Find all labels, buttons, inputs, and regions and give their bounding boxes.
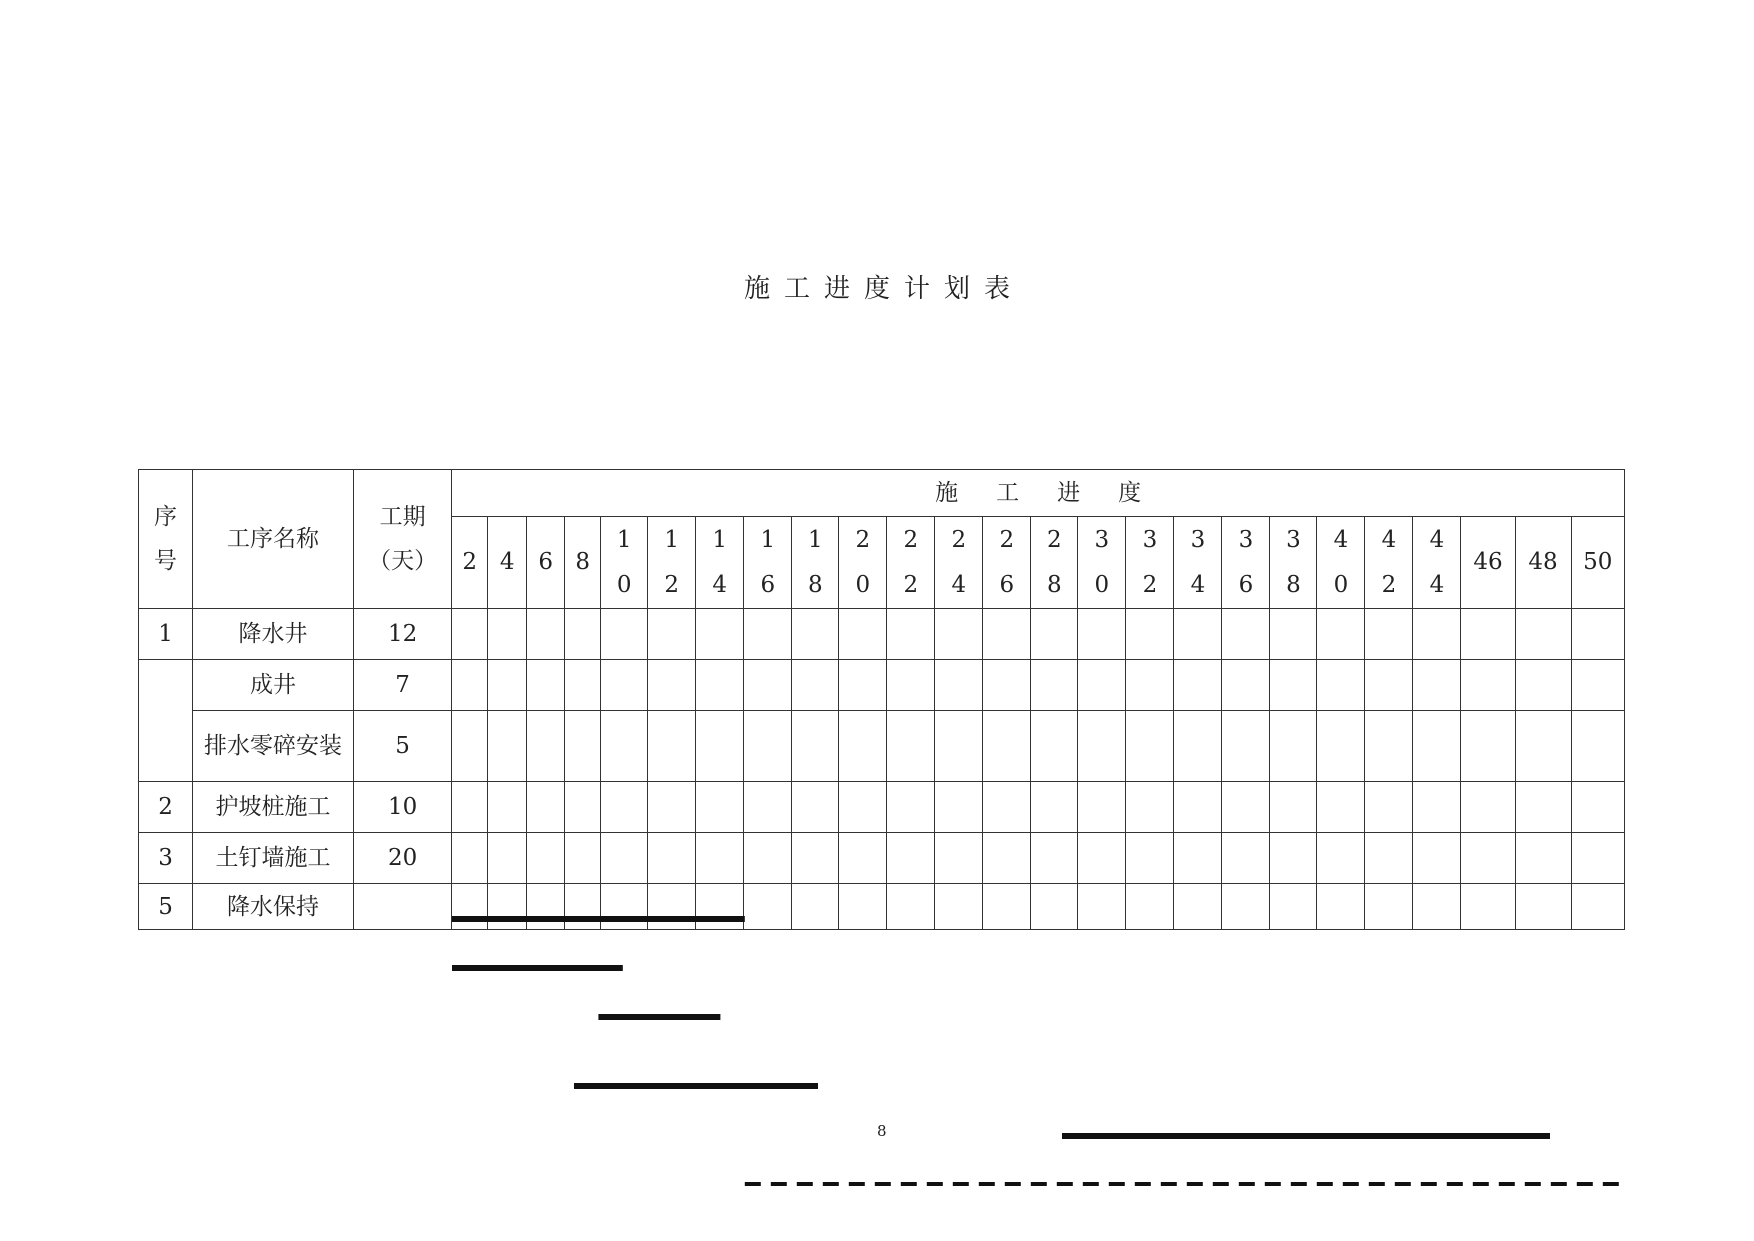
schedule-cell — [1413, 782, 1461, 833]
table-row — [139, 833, 1625, 884]
day-column-header: 4 2 — [1365, 517, 1413, 609]
schedule-cell — [1174, 884, 1222, 930]
schedule-cell — [983, 660, 1031, 711]
schedule-cell — [935, 609, 983, 660]
schedule-cell — [452, 833, 488, 884]
schedule-cell — [1031, 660, 1078, 711]
schedule-cell — [565, 660, 601, 711]
schedule-cell — [1270, 782, 1317, 833]
schedule-cell — [1317, 609, 1365, 660]
schedule-cell — [1413, 711, 1461, 782]
schedule-cell — [601, 711, 648, 782]
schedule-cell — [887, 833, 935, 884]
schedule-cell — [648, 833, 696, 884]
schedule-cell — [1461, 609, 1515, 660]
schedule-cell — [792, 833, 839, 884]
schedule-cell — [488, 884, 527, 930]
schedule-cell — [1174, 711, 1222, 782]
schedule-cell — [1413, 884, 1461, 930]
day-column-header: 6 — [527, 517, 565, 609]
schedule-cell — [527, 660, 565, 711]
header-row-top — [139, 470, 1625, 517]
day-column-header: 3 2 — [1126, 517, 1174, 609]
schedule-cell — [887, 884, 935, 930]
schedule-cell — [1317, 711, 1365, 782]
schedule-table — [138, 469, 1625, 930]
schedule-cell — [648, 782, 696, 833]
schedule-cell — [1515, 884, 1571, 930]
row-task-name: 排水零碎安装 — [193, 711, 354, 782]
schedule-cell — [1126, 660, 1174, 711]
schedule-cell — [744, 660, 792, 711]
schedule-cell — [887, 782, 935, 833]
day-column-header: 4 4 — [1413, 517, 1461, 609]
row-duration: 10 — [354, 782, 452, 833]
row-task-name: 护坡桩施工 — [193, 782, 354, 833]
row-task-name: 降水保持 — [193, 884, 354, 930]
schedule-cell — [1126, 711, 1174, 782]
schedule-cell — [696, 609, 744, 660]
day-column-header: 46 — [1461, 517, 1515, 609]
schedule-cell — [1078, 884, 1126, 930]
schedule-cell — [1270, 660, 1317, 711]
schedule-cell — [839, 884, 887, 930]
row-duration: 12 — [354, 609, 452, 660]
schedule-cell — [1571, 711, 1624, 782]
schedule-cell — [1031, 833, 1078, 884]
schedule-cell — [1078, 609, 1126, 660]
table-row — [139, 609, 1625, 660]
day-column-header: 2 6 — [983, 517, 1031, 609]
day-column-header: 1 8 — [792, 517, 839, 609]
schedule-cell — [792, 609, 839, 660]
row-task-name: 土钉墙施工 — [193, 833, 354, 884]
schedule-cell — [887, 660, 935, 711]
schedule-cell — [1461, 833, 1515, 884]
schedule-cell — [887, 711, 935, 782]
schedule-cell — [1270, 711, 1317, 782]
schedule-cell — [935, 833, 983, 884]
row-seq: 3 — [139, 833, 193, 884]
schedule-cell — [1365, 609, 1413, 660]
schedule-cell — [601, 660, 648, 711]
schedule-cell — [1365, 660, 1413, 711]
schedule-cell — [1031, 609, 1078, 660]
schedule-cell — [648, 884, 696, 930]
header-progress: 施工进度 — [452, 470, 1625, 517]
schedule-cell — [792, 660, 839, 711]
day-column-header: 3 6 — [1222, 517, 1270, 609]
schedule-cell — [1317, 782, 1365, 833]
schedule-cell — [1126, 884, 1174, 930]
schedule-cell — [935, 782, 983, 833]
schedule-cell — [1317, 660, 1365, 711]
page-number: 8 — [877, 1122, 887, 1140]
day-column-header: 2 — [452, 517, 488, 609]
schedule-cell — [452, 884, 488, 930]
schedule-cell — [792, 782, 839, 833]
day-column-header: 4 — [488, 517, 527, 609]
schedule-cell — [1365, 782, 1413, 833]
schedule-cell — [648, 711, 696, 782]
schedule-cell — [1571, 609, 1624, 660]
schedule-cell — [1222, 782, 1270, 833]
schedule-cell — [1222, 884, 1270, 930]
day-column-header: 2 0 — [839, 517, 887, 609]
schedule-cell — [565, 609, 601, 660]
schedule-cell — [601, 833, 648, 884]
schedule-cell — [527, 609, 565, 660]
schedule-cell — [1317, 833, 1365, 884]
day-column-header: 2 8 — [1031, 517, 1078, 609]
schedule-cell — [601, 782, 648, 833]
schedule-cell — [1031, 884, 1078, 930]
schedule-cell — [1174, 660, 1222, 711]
schedule-cell — [839, 782, 887, 833]
schedule-cell — [1222, 833, 1270, 884]
day-column-header: 1 0 — [601, 517, 648, 609]
header-seq: 序 号 — [139, 470, 193, 609]
day-column-header: 1 6 — [744, 517, 792, 609]
row-duration — [354, 884, 452, 930]
schedule-cell — [935, 660, 983, 711]
schedule-cell — [696, 660, 744, 711]
schedule-cell — [1317, 884, 1365, 930]
header-duration: 工期 （天） — [354, 470, 452, 609]
schedule-cell — [488, 660, 527, 711]
schedule-cell — [527, 782, 565, 833]
schedule-cell — [1461, 782, 1515, 833]
schedule-cell — [452, 660, 488, 711]
schedule-cell — [1571, 660, 1624, 711]
schedule-cell — [744, 609, 792, 660]
table-row — [139, 660, 1625, 711]
schedule-cell — [983, 711, 1031, 782]
schedule-cell — [1174, 782, 1222, 833]
schedule-cell — [792, 711, 839, 782]
schedule-cell — [935, 711, 983, 782]
schedule-cell — [1413, 660, 1461, 711]
schedule-cell — [1571, 782, 1624, 833]
day-column-header: 1 2 — [648, 517, 696, 609]
schedule-cell — [1571, 833, 1624, 884]
schedule-cell — [1222, 711, 1270, 782]
day-column-header: 2 4 — [935, 517, 983, 609]
schedule-cell — [1078, 711, 1126, 782]
schedule-cell — [527, 884, 565, 930]
schedule-cell — [527, 833, 565, 884]
schedule-cell — [601, 609, 648, 660]
document-title: 施工进度计划表 — [743, 274, 1024, 304]
schedule-cell — [1461, 884, 1515, 930]
schedule-cell — [1365, 884, 1413, 930]
schedule-cell — [648, 609, 696, 660]
schedule-cell — [696, 884, 744, 930]
day-column-header: 3 0 — [1078, 517, 1126, 609]
schedule-cell — [1078, 833, 1126, 884]
schedule-cell — [565, 711, 601, 782]
schedule-cell — [1174, 609, 1222, 660]
schedule-cell — [1270, 609, 1317, 660]
row-task-name: 成井 — [193, 660, 354, 711]
day-column-header: 8 — [565, 517, 601, 609]
schedule-cell — [648, 660, 696, 711]
schedule-cell — [565, 884, 601, 930]
schedule-cell — [452, 782, 488, 833]
day-column-header: 2 2 — [887, 517, 935, 609]
schedule-cell — [1515, 782, 1571, 833]
table-row — [139, 711, 1625, 782]
schedule-cell — [1078, 660, 1126, 711]
table-row — [139, 884, 1625, 930]
schedule-cell — [839, 609, 887, 660]
schedule-cell — [488, 711, 527, 782]
schedule-cell — [1515, 711, 1571, 782]
schedule-cell — [1413, 833, 1461, 884]
schedule-cell — [1222, 660, 1270, 711]
schedule-cell — [1126, 833, 1174, 884]
schedule-cell — [935, 884, 983, 930]
schedule-cell — [792, 884, 839, 930]
schedule-cell — [1270, 884, 1317, 930]
schedule-cell — [696, 711, 744, 782]
schedule-cell — [744, 782, 792, 833]
schedule-cell — [696, 833, 744, 884]
schedule-cell — [601, 884, 648, 930]
row-task-name: 降水井 — [193, 609, 354, 660]
task-rows — [139, 609, 1625, 930]
schedule-cell — [527, 711, 565, 782]
schedule-cell — [1365, 711, 1413, 782]
schedule-cell — [983, 782, 1031, 833]
schedule-cell — [1461, 660, 1515, 711]
schedule-cell — [1031, 782, 1078, 833]
schedule-cell — [452, 609, 488, 660]
schedule-cell — [452, 711, 488, 782]
day-column-header: 50 — [1571, 517, 1624, 609]
schedule-cell — [1174, 833, 1222, 884]
row-seq — [139, 660, 193, 782]
schedule-cell — [744, 833, 792, 884]
day-column-header: 48 — [1515, 517, 1571, 609]
row-seq: 2 — [139, 782, 193, 833]
schedule-cell — [1515, 609, 1571, 660]
day-column-header: 3 4 — [1174, 517, 1222, 609]
row-duration: 20 — [354, 833, 452, 884]
schedule-cell — [488, 609, 527, 660]
schedule-cell — [744, 884, 792, 930]
schedule-cell — [983, 833, 1031, 884]
schedule-cell — [1413, 609, 1461, 660]
schedule-cell — [1222, 609, 1270, 660]
schedule-cell — [488, 782, 527, 833]
schedule-cell — [1365, 833, 1413, 884]
row-seq: 5 — [139, 884, 193, 930]
day-column-header: 4 0 — [1317, 517, 1365, 609]
schedule-cell — [565, 782, 601, 833]
schedule-cell — [1031, 711, 1078, 782]
schedule-cell — [887, 609, 935, 660]
schedule-cell — [983, 884, 1031, 930]
schedule-cell — [1078, 782, 1126, 833]
row-duration: 5 — [354, 711, 452, 782]
schedule-cell — [696, 782, 744, 833]
row-duration: 7 — [354, 660, 452, 711]
schedule-cell — [565, 833, 601, 884]
schedule-cell — [1571, 884, 1624, 930]
schedule-cell — [839, 660, 887, 711]
header-task-name: 工序名称 — [193, 470, 354, 609]
schedule-cell — [839, 711, 887, 782]
schedule-cell — [983, 609, 1031, 660]
schedule-cell — [744, 711, 792, 782]
schedule-cell — [1461, 711, 1515, 782]
day-column-header: 3 8 — [1270, 517, 1317, 609]
schedule-cell — [1515, 833, 1571, 884]
schedule-cell — [1270, 833, 1317, 884]
day-column-header: 1 4 — [696, 517, 744, 609]
schedule-cell — [488, 833, 527, 884]
schedule-cell — [1126, 782, 1174, 833]
schedule-cell — [1126, 609, 1174, 660]
row-seq: 1 — [139, 609, 193, 660]
schedule-cell — [839, 833, 887, 884]
schedule-cell — [1515, 660, 1571, 711]
table-row — [139, 782, 1625, 833]
